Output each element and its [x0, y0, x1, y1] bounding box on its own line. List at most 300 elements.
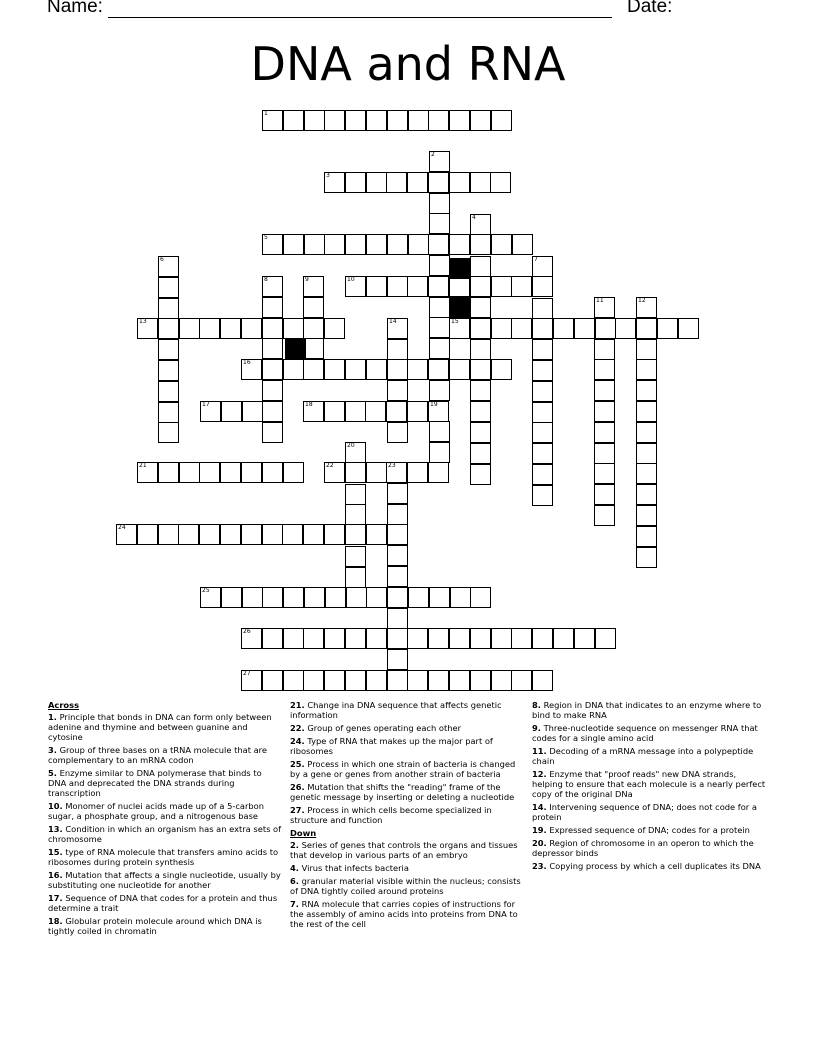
grid-cell[interactable]	[325, 587, 346, 608]
grid-cell[interactable]	[199, 318, 220, 339]
grid-cell[interactable]	[595, 628, 616, 649]
cell-number: 21	[139, 462, 147, 469]
grid-cell[interactable]	[303, 628, 324, 649]
clue-number: 3.	[48, 745, 57, 755]
grid-cell[interactable]	[532, 339, 553, 360]
clue-text: Three-nucleotide sequence on messenger RNA that codes for a single amino acid	[532, 723, 758, 743]
grid-cell[interactable]	[428, 276, 449, 297]
grid-cell[interactable]	[532, 298, 553, 319]
grid-cell[interactable]	[366, 670, 387, 691]
grid-cell[interactable]	[387, 422, 408, 443]
grid-cell[interactable]	[636, 526, 657, 547]
grid-cell[interactable]	[532, 670, 553, 691]
grid-cell[interactable]	[636, 380, 657, 401]
grid-cell[interactable]	[636, 339, 657, 360]
clue-text: Region in DNA that indicates to an enzyme where to bind to make RNA	[532, 700, 762, 720]
across-clue	[48, 870, 282, 890]
grid-cell[interactable]	[470, 318, 491, 339]
clue-text: Mutation that affects a single nucleotide, usually by substituting one nucleotide for another	[48, 870, 281, 890]
grid-cell[interactable]	[387, 608, 408, 629]
clue-number: 20.	[532, 838, 547, 848]
grid-cell[interactable]	[283, 587, 304, 608]
grid-cell[interactable]	[407, 670, 428, 691]
grid-cell[interactable]	[449, 628, 470, 649]
grid-cell[interactable]	[262, 338, 283, 359]
clue-text: Change ina DNA sequence that affects genetic information	[290, 700, 502, 720]
grid-cell[interactable]	[262, 422, 283, 443]
grid-cell[interactable]	[636, 359, 657, 380]
grid-cell[interactable]	[303, 670, 324, 691]
grid-cell[interactable]	[324, 628, 345, 649]
cell-number: 4	[472, 214, 476, 221]
grid-cell[interactable]	[242, 401, 263, 422]
down-heading: Down	[290, 828, 317, 838]
grid-cell[interactable]	[470, 380, 491, 401]
grid-cell[interactable]	[387, 504, 408, 525]
grid-cell[interactable]	[532, 256, 553, 277]
clue-text: granular material visible within the nucleus; consists of DNA tightly coiled around proteins	[290, 876, 521, 896]
grid-cell[interactable]	[303, 338, 324, 359]
grid-cell[interactable]	[387, 566, 408, 587]
grid-cell[interactable]	[594, 505, 615, 526]
grid-cell[interactable]	[408, 110, 429, 131]
grid-cell[interactable]	[303, 318, 324, 339]
grid-cell[interactable]	[429, 421, 450, 442]
grid-cell[interactable]	[324, 234, 345, 255]
grid-cell[interactable]	[470, 628, 491, 649]
grid-cell[interactable]	[636, 422, 657, 443]
across-clue	[48, 847, 282, 867]
grid-cell[interactable]	[158, 256, 179, 277]
clue-text: Group of genes operating each other	[304, 723, 461, 733]
grid-cell[interactable]	[303, 276, 324, 297]
grid-cell[interactable]	[282, 524, 303, 545]
grid-cell[interactable]	[324, 318, 345, 339]
grid-cell[interactable]	[366, 462, 387, 483]
grid-cell[interactable]	[262, 670, 283, 691]
grid-cell[interactable]	[491, 234, 512, 255]
grid-cell[interactable]	[449, 276, 470, 297]
grid-cell[interactable]	[470, 256, 491, 277]
grid-cell[interactable]	[594, 422, 615, 443]
across-clue	[290, 759, 526, 779]
grid-cell[interactable]	[345, 442, 366, 463]
grid-cell[interactable]	[428, 110, 449, 131]
grid-cell[interactable]	[345, 567, 366, 588]
grid-cell[interactable]	[532, 464, 553, 485]
grid-cell[interactable]	[532, 422, 553, 443]
grid-cell[interactable]	[678, 318, 699, 339]
grid-cell[interactable]	[241, 524, 262, 545]
grid-cell[interactable]	[594, 401, 615, 422]
grid-cell[interactable]	[574, 628, 595, 649]
grid-cell[interactable]	[428, 234, 449, 255]
grid-cell[interactable]	[283, 462, 304, 483]
clue-number: 21.	[290, 700, 305, 710]
clue-text: Virus that infects bacteria	[298, 863, 409, 873]
grid-cell[interactable]	[511, 318, 532, 339]
grid-cell[interactable]	[490, 172, 511, 193]
grid-cell[interactable]	[491, 110, 512, 131]
clue-text: Process in which one strain of bacteria is changed by a gene or genes from another strain of bacteria	[290, 759, 516, 779]
grid-cell[interactable]	[324, 110, 345, 131]
grid-cell[interactable]	[470, 339, 491, 360]
grid-cell[interactable]	[470, 214, 491, 235]
across-clue	[48, 745, 282, 765]
grid-cell[interactable]	[387, 649, 408, 670]
cell-number: 3	[326, 172, 330, 179]
grid-cell[interactable]	[262, 234, 283, 255]
across-clue	[48, 824, 282, 844]
clue-text: Intervening sequence of DNA; does not code for a protein	[532, 802, 757, 822]
grid-cell[interactable]	[158, 277, 179, 298]
grid-cell[interactable]	[262, 276, 283, 297]
grid-cell[interactable]	[449, 359, 470, 380]
grid-cell[interactable]	[387, 339, 408, 360]
grid-cell[interactable]	[511, 670, 532, 691]
grid-cell[interactable]	[345, 670, 366, 691]
grid-cell[interactable]	[491, 276, 512, 297]
grid-cell[interactable]	[324, 670, 345, 691]
clue-text: Monomer of nuclei acids made up of a 5-carbon sugar, a phosphate group, and a nitrogenous base	[48, 801, 265, 821]
grid-cell[interactable]	[262, 110, 283, 131]
grid-cell[interactable]	[158, 381, 179, 402]
grid-cell[interactable]	[511, 276, 532, 297]
grid-cell[interactable]	[241, 462, 262, 483]
grid-cell[interactable]	[615, 318, 636, 339]
grid-cell[interactable]	[386, 172, 407, 193]
grid-cell[interactable]	[283, 318, 304, 339]
grid-cell[interactable]	[429, 380, 450, 401]
clue-text: Globular protein molecule around which DNA is tightly coiled in chromatin	[48, 916, 262, 936]
grid-cell[interactable]	[345, 359, 366, 380]
grid-cell[interactable]	[408, 234, 429, 255]
grid-cell[interactable]	[449, 234, 470, 255]
grid-cell[interactable]	[303, 297, 324, 318]
grid-cell[interactable]	[387, 483, 408, 504]
grid-cell[interactable]	[470, 401, 491, 422]
grid-cell[interactable]	[636, 297, 657, 318]
grid-cell[interactable]	[283, 110, 304, 131]
grid-cell[interactable]	[345, 462, 366, 483]
cell-number: 11	[596, 297, 604, 304]
grid-cell[interactable]	[470, 172, 491, 193]
grid-cell[interactable]	[303, 359, 324, 380]
grid-cell[interactable]	[262, 462, 283, 483]
grid-cell[interactable]	[345, 504, 366, 525]
grid-cell[interactable]	[366, 234, 387, 255]
grid-cell[interactable]	[158, 422, 179, 443]
clue-text: Condition in which an organism has an extra sets of chromosome	[48, 824, 282, 844]
grid-cell[interactable]	[324, 359, 345, 380]
grid-cell[interactable]	[137, 462, 158, 483]
across-clue	[290, 782, 526, 802]
down-clue	[532, 769, 768, 799]
down-clue	[532, 838, 768, 858]
grid-cell[interactable]	[262, 401, 283, 422]
grid-cell[interactable]	[511, 628, 532, 649]
grid-cell[interactable]	[387, 110, 408, 131]
grid-cell[interactable]	[595, 318, 616, 339]
cell-number: 17	[202, 401, 210, 408]
grid-cell[interactable]	[470, 443, 491, 464]
grid-cell[interactable]	[553, 628, 574, 649]
grid-cell[interactable]	[470, 359, 491, 380]
grid-cell[interactable]	[428, 462, 449, 483]
grid-cell[interactable]	[594, 380, 615, 401]
grid-cell[interactable]	[241, 318, 262, 339]
grid-cell[interactable]	[366, 628, 387, 649]
grid-cell[interactable]	[594, 297, 615, 318]
grid-cell[interactable]	[262, 524, 283, 545]
grid-cell[interactable]	[532, 485, 553, 506]
clue-text: Decoding of a mRNA message into a polypeptide chain	[532, 746, 754, 766]
grid-cell[interactable]	[137, 524, 158, 545]
grid-cell[interactable]	[241, 670, 262, 691]
grid-cell[interactable]	[429, 338, 450, 359]
grid-cell[interactable]	[470, 297, 491, 318]
grid-cell[interactable]	[220, 462, 241, 483]
grid-cell[interactable]	[470, 276, 491, 297]
grid-cell[interactable]	[429, 587, 450, 608]
grid-cell[interactable]	[220, 524, 241, 545]
cell-number: 22	[326, 462, 334, 469]
grid-cell[interactable]	[345, 276, 366, 297]
grid-cell[interactable]	[158, 298, 179, 319]
grid-cell[interactable]	[200, 401, 221, 422]
grid-cell[interactable]	[303, 524, 324, 545]
grid-cell[interactable]	[283, 359, 304, 380]
grid-cell[interactable]	[345, 172, 366, 193]
cell-number: 1	[264, 110, 268, 117]
down-clue	[532, 825, 768, 835]
grid-cell[interactable]	[387, 524, 408, 545]
grid-cell[interactable]	[387, 380, 408, 401]
grid-cell[interactable]	[221, 587, 242, 608]
grid-cell[interactable]	[304, 587, 325, 608]
grid-cell[interactable]	[594, 443, 615, 464]
grid-cell[interactable]	[366, 524, 387, 545]
grid-cell[interactable]	[345, 628, 366, 649]
grid-cell[interactable]	[262, 359, 283, 380]
grid-cell[interactable]	[429, 297, 450, 318]
grid-cell[interactable]	[200, 587, 221, 608]
clue-text: Type of RNA that makes up the major part of ribosomes	[290, 736, 493, 756]
grid-cell[interactable]	[532, 360, 553, 381]
grid-cell[interactable]	[283, 628, 304, 649]
grid-cell[interactable]	[304, 234, 325, 255]
grid-cell[interactable]	[366, 359, 387, 380]
clue-number: 17.	[48, 893, 63, 903]
grid-cell[interactable]	[178, 524, 199, 545]
grid-cell[interactable]	[449, 670, 470, 691]
grid-cell[interactable]	[449, 172, 470, 193]
grid-cell[interactable]	[429, 213, 450, 234]
grid-cell[interactable]	[636, 505, 657, 526]
clues-column-2	[290, 700, 526, 932]
grid-cell[interactable]	[366, 110, 387, 131]
grid-cell[interactable]	[387, 587, 408, 608]
grid-cell[interactable]	[429, 151, 450, 172]
grid-cell[interactable]	[345, 484, 366, 505]
grid-cell[interactable]	[491, 359, 512, 380]
grid-cell[interactable]	[428, 670, 449, 691]
grid-cell[interactable]	[636, 318, 657, 339]
grid-cell[interactable]	[158, 524, 179, 545]
grid-cell[interactable]	[407, 462, 428, 483]
grid-cell[interactable]	[366, 587, 387, 608]
grid-cell[interactable]	[428, 359, 449, 380]
grid-cell[interactable]	[450, 587, 471, 608]
grid-cell[interactable]	[220, 318, 241, 339]
grid-cell[interactable]	[366, 276, 387, 297]
grid-cell[interactable]	[345, 110, 366, 131]
cell-number: 14	[389, 318, 397, 325]
clue-text: Copying process by which a cell duplicates its DNA	[546, 861, 761, 871]
grid-cell[interactable]	[387, 670, 408, 691]
grid-cell[interactable]	[532, 318, 553, 339]
grid-cell[interactable]	[137, 318, 158, 339]
grid-cell[interactable]	[262, 380, 283, 401]
across-clue	[48, 712, 282, 742]
clue-number: 8.	[532, 700, 541, 710]
grid-cell[interactable]	[262, 628, 283, 649]
grid-cell[interactable]	[574, 318, 595, 339]
grid-cell[interactable]	[532, 276, 553, 297]
grid-cell[interactable]	[262, 587, 283, 608]
grid-cell[interactable]	[324, 524, 345, 545]
grid-cell[interactable]	[345, 401, 366, 422]
grid-cell[interactable]	[491, 670, 512, 691]
grid-cell[interactable]	[428, 628, 449, 649]
grid-cell[interactable]	[158, 462, 179, 483]
grid-cell[interactable]	[179, 462, 200, 483]
across-heading: Across	[48, 700, 80, 710]
grid-cell[interactable]	[199, 462, 220, 483]
grid-cell[interactable]	[491, 318, 512, 339]
grid-cell[interactable]	[532, 628, 553, 649]
grid-cell[interactable]	[407, 401, 428, 422]
grid-cell[interactable]	[386, 401, 407, 422]
grid-cell[interactable]	[283, 234, 304, 255]
grid-cell[interactable]	[428, 172, 449, 193]
grid-cell[interactable]	[429, 317, 450, 338]
grid-cell[interactable]	[199, 524, 220, 545]
grid-cell[interactable]	[324, 401, 345, 422]
grid-cell[interactable]	[158, 402, 179, 423]
grid-cell[interactable]	[283, 670, 304, 691]
grid-cell[interactable]	[345, 524, 366, 545]
grid-cell[interactable]	[346, 587, 367, 608]
grid-cell[interactable]	[532, 402, 553, 423]
grid-cell[interactable]	[408, 587, 429, 608]
clue-number: 13.	[48, 824, 63, 834]
grid-cell[interactable]	[365, 401, 386, 422]
grid-cell[interactable]	[428, 401, 449, 422]
grid-cell[interactable]	[470, 422, 491, 443]
grid-cell[interactable]	[345, 234, 366, 255]
grid-cell[interactable]	[636, 443, 657, 464]
grid-cell[interactable]	[179, 318, 200, 339]
grid-cell[interactable]	[491, 628, 512, 649]
clue-number: 12.	[532, 769, 547, 779]
grid-cell[interactable]	[594, 359, 615, 380]
grid-cell[interactable]	[304, 110, 325, 131]
grid-cell[interactable]	[262, 297, 283, 318]
grid-cell[interactable]	[636, 484, 657, 505]
grid-cell[interactable]	[387, 234, 408, 255]
grid-cell[interactable]	[262, 318, 283, 339]
grid-cell[interactable]	[303, 401, 324, 422]
clue-number: 22.	[290, 723, 305, 733]
grid-cell[interactable]	[407, 276, 428, 297]
grid-cell[interactable]	[387, 628, 408, 649]
grid-cell[interactable]	[594, 339, 615, 360]
grid-cell[interactable]	[594, 484, 615, 505]
grid-cell[interactable]	[636, 547, 657, 568]
grid-cell[interactable]	[387, 359, 408, 380]
grid-cell[interactable]	[429, 193, 450, 214]
cell-number: 5	[264, 234, 268, 241]
grid-cell[interactable]	[158, 318, 179, 339]
grid-cell[interactable]	[241, 628, 262, 649]
grid-cell[interactable]	[387, 545, 408, 566]
grid-cell[interactable]	[387, 276, 408, 297]
grid-cell[interactable]	[158, 360, 179, 381]
clue-text: Process in which cells become specialized in structure and function	[290, 805, 492, 825]
grid-cell[interactable]	[532, 381, 553, 402]
grid-cell[interactable]	[470, 464, 491, 485]
grid-cell[interactable]	[470, 587, 491, 608]
grid-cell[interactable]	[429, 442, 450, 463]
date-label: Date:	[627, 0, 673, 17]
grid-cell[interactable]	[449, 110, 470, 131]
grid-cell[interactable]	[221, 401, 242, 422]
grid-cell[interactable]	[449, 318, 470, 339]
grid-cell[interactable]	[657, 318, 678, 339]
grid-cell[interactable]	[387, 318, 408, 339]
grid-cell[interactable]	[636, 401, 657, 422]
grid-cell[interactable]	[470, 110, 491, 131]
grid-cell[interactable]	[553, 318, 574, 339]
cell-number: 18	[305, 401, 313, 408]
grid-cell[interactable]	[594, 463, 615, 484]
clue-text: Sequence of DNA that codes for a protein and thus determine a trait	[48, 893, 278, 913]
clues-column-3	[532, 700, 768, 874]
across-clue	[48, 893, 282, 913]
grid-cell[interactable]	[324, 462, 345, 483]
across-clue	[290, 700, 526, 720]
grid-cell[interactable]	[116, 524, 137, 545]
grid-cell[interactable]	[345, 546, 366, 567]
grid-cell[interactable]	[429, 255, 450, 276]
grid-cell[interactable]	[366, 172, 387, 193]
grid-cell[interactable]	[158, 339, 179, 360]
clue-text: type of RNA molecule that transfers amino acids to ribosomes during protein synthesis	[48, 847, 279, 867]
grid-cell[interactable]	[241, 359, 262, 380]
grid-cell[interactable]	[470, 670, 491, 691]
grid-cell[interactable]	[324, 172, 345, 193]
grid-cell[interactable]	[407, 172, 428, 193]
grid-cell[interactable]	[386, 462, 407, 483]
grid-cell[interactable]	[512, 234, 533, 255]
grid-cell[interactable]	[407, 359, 428, 380]
grid-cell[interactable]	[470, 234, 491, 255]
grid-cell[interactable]	[532, 443, 553, 464]
grid-cell[interactable]	[242, 587, 263, 608]
grid-cell[interactable]	[407, 628, 428, 649]
grid-cell[interactable]	[636, 463, 657, 484]
